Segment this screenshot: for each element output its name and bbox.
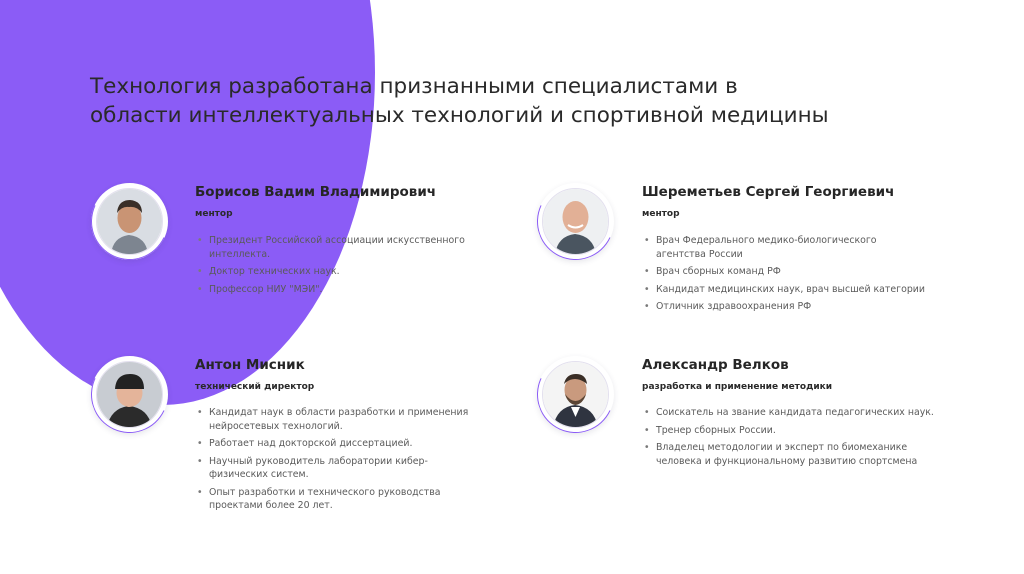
list-item: • Президент Российской ассоциации искусственного интеллекта. (195, 234, 485, 261)
list-item: • Врач Федерального медико-биологического агентства России (642, 234, 896, 261)
list-item: • Соискатель на звание кандидата педагогических наук. (642, 406, 942, 420)
avatar (537, 356, 614, 433)
list-item: • Опыт разработки и технического руководства проектами более 20 лет. (195, 486, 464, 513)
person-details-list (642, 234, 942, 318)
list-item: • Работает над докторской диссертацией. (195, 437, 485, 451)
person-role: ментор (195, 209, 233, 219)
list-item: • Научный руководитель лаборатории кибер-физических систем. (195, 455, 454, 482)
person-name: Борисов Вадим Владимирович (195, 184, 437, 200)
background-purple-circle (0, 0, 375, 405)
person-photo (543, 362, 608, 427)
list-item: • Отличник здравоохранения РФ (642, 300, 942, 314)
slide-title-line-1: Технология разработана признанными специалистами в (90, 74, 738, 99)
person-photo (543, 189, 608, 254)
slide-title (90, 72, 829, 130)
list-item: • Кандидат наук в области разработки и применения нейросетевых технологий. (195, 406, 485, 433)
person-details-list (195, 234, 485, 300)
person-role: разработка и применение методики (642, 382, 833, 392)
person-role: ментор (642, 209, 680, 219)
list-item: • Кандидат медицинских наук, врач высшей категории (642, 283, 942, 297)
person-photo (97, 362, 162, 427)
person-name: Антон Мисник (195, 357, 305, 373)
list-item: • Врач сборных команд РФ (642, 265, 942, 279)
list-item: • Владелец методологии и эксперт по биомеханике человека и функциональному развитию спортсмена (642, 441, 942, 468)
list-item: • Профессор НИУ "МЭИ". (195, 283, 485, 297)
person-details-list (195, 406, 485, 517)
person-name: Александр Велков (642, 357, 789, 373)
person-name: Шереметьев Сергей Георгиевич (642, 184, 895, 200)
avatar (91, 183, 168, 260)
list-item: • Доктор технических наук. (195, 265, 485, 279)
list-item: • Тренер сборных России. (642, 424, 942, 438)
person-details-list (642, 406, 942, 472)
slide-title-line-2: области интеллектуальных технологий и спортивной медицины (90, 103, 829, 128)
person-role: технический директор (195, 382, 315, 392)
avatar (537, 183, 614, 260)
person-photo (97, 189, 162, 254)
avatar (91, 356, 168, 433)
